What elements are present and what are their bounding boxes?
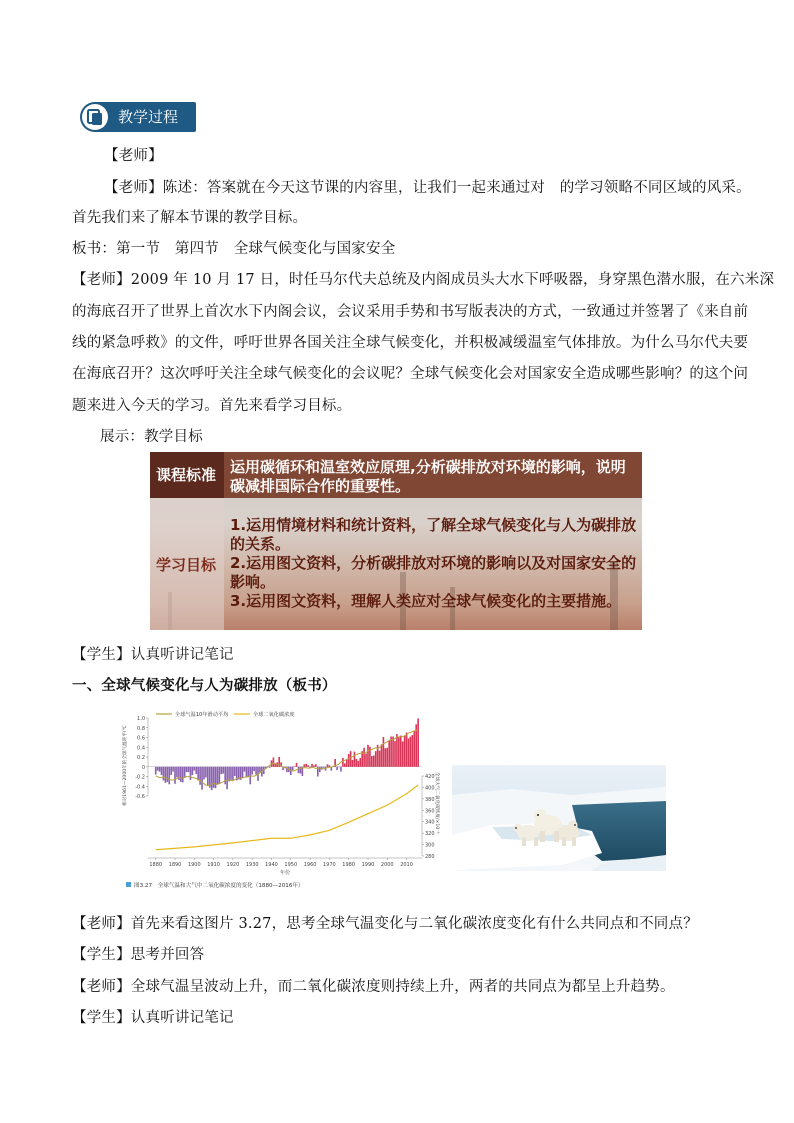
anomaly-bar — [356, 759, 358, 767]
anomaly-bar — [184, 767, 186, 778]
anomaly-bar — [340, 767, 342, 772]
anomaly-bar — [390, 737, 392, 767]
anomaly-bar — [381, 744, 383, 766]
anomaly-bar — [174, 767, 176, 784]
anomaly-bar — [398, 737, 400, 767]
anomaly-bar — [313, 765, 315, 766]
y-right-tick-label: 320 — [425, 831, 435, 838]
legend-co2-label: 全球二氧化碳浓度 — [253, 712, 295, 718]
text-line: 【老师】 — [104, 148, 163, 164]
goals-header-standard: 课程标准 — [156, 466, 217, 484]
y-left-tick-label: 0.4 — [137, 745, 145, 752]
anomaly-bar — [192, 767, 194, 775]
y-right-tick-label: 280 — [425, 854, 435, 860]
anomaly-bar — [375, 751, 377, 767]
anomaly-bar — [323, 767, 325, 768]
text-line: 的海底召开了世界上首次水下内阁会议，会议采用手势和书写版表决的方式，一致通过并签署了《来自前 — [72, 304, 749, 320]
x-tick-label: 1950 — [284, 862, 298, 868]
anomaly-bar — [205, 767, 207, 778]
anomaly-bar — [211, 767, 213, 790]
anomaly-bar — [358, 761, 360, 767]
anomaly-bar — [246, 767, 248, 778]
x-tick-label: 1980 — [342, 862, 356, 868]
anomaly-bar — [255, 767, 257, 775]
goals-objective-list: 1.运用情境材料和统计资料，了解全球气候变化与人为碳排放 的关系。 2.运用图文资料，分析碳排放对环境的影响以及对国家安全的 影响。 3.运用图文资料，理解人类应对全球气候变化的主要措施。 — [230, 516, 637, 610]
anomaly-bar — [186, 767, 188, 772]
anomaly-bar — [230, 767, 232, 780]
anomaly-bar — [163, 767, 165, 781]
polar-bear-photo — [452, 765, 666, 871]
anomaly-bar — [170, 767, 172, 775]
x-tick-label: 1970 — [323, 862, 336, 868]
goals-standard-text: 碳减排国际合作的重要性。 — [230, 477, 411, 495]
anomaly-bar — [336, 767, 338, 770]
anomaly-bar — [329, 765, 331, 766]
anomaly-bar — [417, 718, 419, 766]
anomaly-bar — [242, 767, 244, 778]
text-line: 题来进入今天的学习。首先来看学习目标。 — [72, 398, 352, 414]
anomaly-bar — [413, 731, 415, 767]
anomaly-bar — [408, 738, 410, 766]
anomaly-bar — [215, 767, 217, 788]
section-title: 教学过程 — [118, 108, 179, 126]
anomaly-bar — [273, 757, 275, 766]
anomaly-bar — [161, 767, 163, 775]
text-line: 【学生】认真听讲记笔记 — [72, 1010, 234, 1026]
anomaly-bar — [190, 767, 192, 780]
co2-concentration-line — [156, 785, 418, 850]
anomaly-bar — [207, 767, 209, 786]
anomaly-bar — [412, 735, 414, 767]
anomaly-bar — [363, 748, 365, 767]
anomaly-bar — [226, 767, 228, 789]
anomaly-bar — [352, 760, 354, 767]
anomaly-bar — [244, 767, 246, 772]
text-line: 首先我们来了解本节课的教学目标。 — [72, 210, 308, 226]
x-tick-label: 2000 — [380, 862, 394, 868]
anomaly-bar — [371, 756, 373, 767]
anomaly-bar — [232, 767, 234, 780]
section-heading: 一、全球气候变化与人为碳排放（板书） — [72, 678, 337, 694]
anomaly-bar — [249, 767, 251, 785]
y-left-tick-label: 0.6 — [137, 735, 145, 742]
anomaly-bar — [182, 767, 184, 783]
anomaly-bar — [168, 767, 170, 785]
anomaly-bar — [410, 737, 412, 767]
section-badge — [80, 102, 198, 132]
anomaly-bar — [327, 764, 329, 766]
x-tick-label: 2010 — [400, 862, 413, 868]
x-tick-label: 1880 — [149, 862, 163, 868]
y-right-tick-label: 420 — [425, 774, 435, 780]
anomaly-bar — [197, 767, 199, 781]
book-icon — [82, 104, 108, 130]
board-title: 板书：第一节 第四节 全球气候变化与国家安全 — [72, 241, 396, 257]
anomaly-bar — [213, 767, 215, 788]
anomaly-bar — [222, 767, 224, 774]
x-tick-label: 1900 — [187, 862, 201, 868]
anomaly-bar — [195, 767, 197, 774]
anomaly-bar — [388, 741, 390, 767]
anomaly-bar — [373, 756, 375, 767]
anomaly-bar — [350, 751, 352, 767]
anomaly-bar — [298, 767, 300, 773]
anomaly-bar — [188, 767, 190, 772]
climate-chart — [118, 706, 440, 894]
y-right-axis-label: 全球大气二氧化碳浓度/×10⁻⁶ — [434, 772, 439, 834]
x-tick-label: 1960 — [303, 862, 317, 868]
y-left-tick-label: -0.6 — [135, 794, 145, 800]
anomaly-bar — [379, 751, 381, 767]
anomaly-bar — [344, 763, 346, 766]
x-tick-label: 1910 — [207, 862, 220, 868]
anomaly-bar — [199, 767, 201, 785]
anomaly-bar — [172, 767, 174, 772]
anomaly-bar — [180, 767, 182, 782]
x-tick-label: 1930 — [245, 862, 259, 868]
text-line: 【老师】2009 年 10 月 17 日，时任马尔代夫总统及内阁成员头大水下呼吸器，身穿黑色潜水服，在六米深 — [72, 272, 775, 288]
anomaly-bar — [305, 764, 307, 767]
y-right-tick-label: 300 — [425, 842, 435, 849]
x-tick-label: 1920 — [226, 862, 240, 868]
anomaly-bar — [315, 764, 317, 766]
goals-standard-text: 运用碳循环和温室效应原理,分析碳排放对环境的影响，说明 — [230, 458, 626, 476]
anomaly-bar — [155, 767, 157, 775]
anomaly-bar — [248, 767, 250, 777]
anomaly-bar — [359, 758, 361, 767]
goals-header-objective: 学习目标 — [156, 556, 217, 574]
anomaly-bar — [404, 736, 406, 767]
chart-caption: 图3.27 全球气温和大气中二氧化碳浓度的变化（1880—2016年） — [134, 883, 304, 889]
anomaly-bar — [165, 767, 167, 783]
anomaly-bar — [296, 763, 298, 767]
anomaly-bar — [269, 767, 271, 768]
text-line: 【学生】认真听讲记笔记 — [72, 647, 234, 663]
anomaly-bar — [224, 767, 226, 785]
anomaly-bar — [253, 767, 255, 771]
anomaly-bar — [367, 745, 369, 767]
x-tick-label: 1990 — [361, 862, 375, 868]
anomaly-bar — [159, 767, 161, 772]
text-line: 【老师】陈述：答案就在今天这节课的内容里，让我们一起来通过对 的学习领略不同区域的风采。 — [104, 180, 751, 196]
y-left-tick-label: 0.2 — [137, 755, 145, 761]
anomaly-bar — [406, 733, 408, 767]
y-left-tick-label: -0.2 — [135, 774, 145, 781]
y-right-tick-label: 340 — [425, 819, 435, 826]
anomaly-bar — [311, 764, 313, 767]
anomaly-bar — [157, 767, 159, 771]
text-line: 线的紧急呼救》的文件，呼吁世界各国关注全球气候变化，并积极减缓温室气体排放。为什么马尔代夫要 — [72, 335, 749, 351]
anomaly-bar — [386, 748, 388, 767]
x-tick-label: 1890 — [168, 862, 182, 868]
anomaly-bar — [166, 767, 168, 782]
anomaly-bar — [193, 767, 195, 771]
text-line: 展示：教学目标 — [100, 429, 203, 445]
y-left-tick-label: 1.0 — [137, 716, 145, 722]
anomaly-bar — [217, 767, 219, 785]
anomaly-bar — [176, 767, 178, 778]
text-line: 【老师】首先来看这图片 3.27，思考全球气温变化与二氧化碳浓度变化有什么共同点和不同点？ — [72, 916, 698, 932]
legend-temp-label: 全球气温10年滑动平均 — [175, 712, 229, 718]
y-left-tick-label: 0.8 — [137, 725, 145, 732]
x-axis-label: 年份 — [279, 870, 291, 876]
anomaly-bar — [383, 737, 385, 767]
y-left-tick-label: -0.4 — [135, 784, 145, 791]
anomaly-bar — [342, 758, 344, 767]
anomaly-bar — [251, 767, 253, 775]
anomaly-bar — [307, 765, 309, 766]
anomaly-bar — [365, 754, 367, 767]
anomaly-bar — [354, 752, 356, 767]
y-left-tick-label: 0 — [141, 764, 145, 771]
y-right-tick-label: 360 — [425, 808, 435, 815]
anomaly-bar — [385, 748, 387, 767]
anomaly-bar — [228, 767, 230, 782]
anomaly-bar — [201, 767, 203, 790]
y-left-axis-label: 相对1961—2000年的全球气温距平/℃ — [123, 725, 128, 806]
anomaly-bar — [303, 764, 305, 766]
anomaly-bar — [400, 736, 402, 767]
text-line: 【老师】全球气温呈波动上升，而二氧化碳浓度则持续上升，两者的共同点为都呈上升趋势。 — [72, 979, 675, 995]
caption-marker — [126, 882, 131, 887]
x-tick-label: 1940 — [265, 862, 278, 868]
y-right-tick-label: 380 — [425, 796, 435, 803]
text-line: 【学生】思考并回答 — [72, 947, 205, 963]
anomaly-bar — [221, 767, 223, 774]
anomaly-bar — [292, 767, 294, 770]
y-right-tick-label: 400 — [425, 785, 435, 792]
anomaly-bar — [234, 767, 236, 776]
text-line: 在海底召开？这次呼吁关注全球气候变化的会议呢？全球气候变化会对国家安全造成哪些影响？的这个问 — [72, 366, 749, 382]
teaching-goals-image — [150, 452, 642, 630]
anomaly-bar — [203, 767, 205, 780]
anomaly-bar — [392, 737, 394, 767]
anomaly-bar — [348, 754, 350, 767]
anomaly-bar — [402, 741, 404, 766]
anomaly-bar — [394, 741, 396, 767]
anomaly-bar — [219, 767, 221, 784]
anomaly-bar — [396, 734, 398, 767]
